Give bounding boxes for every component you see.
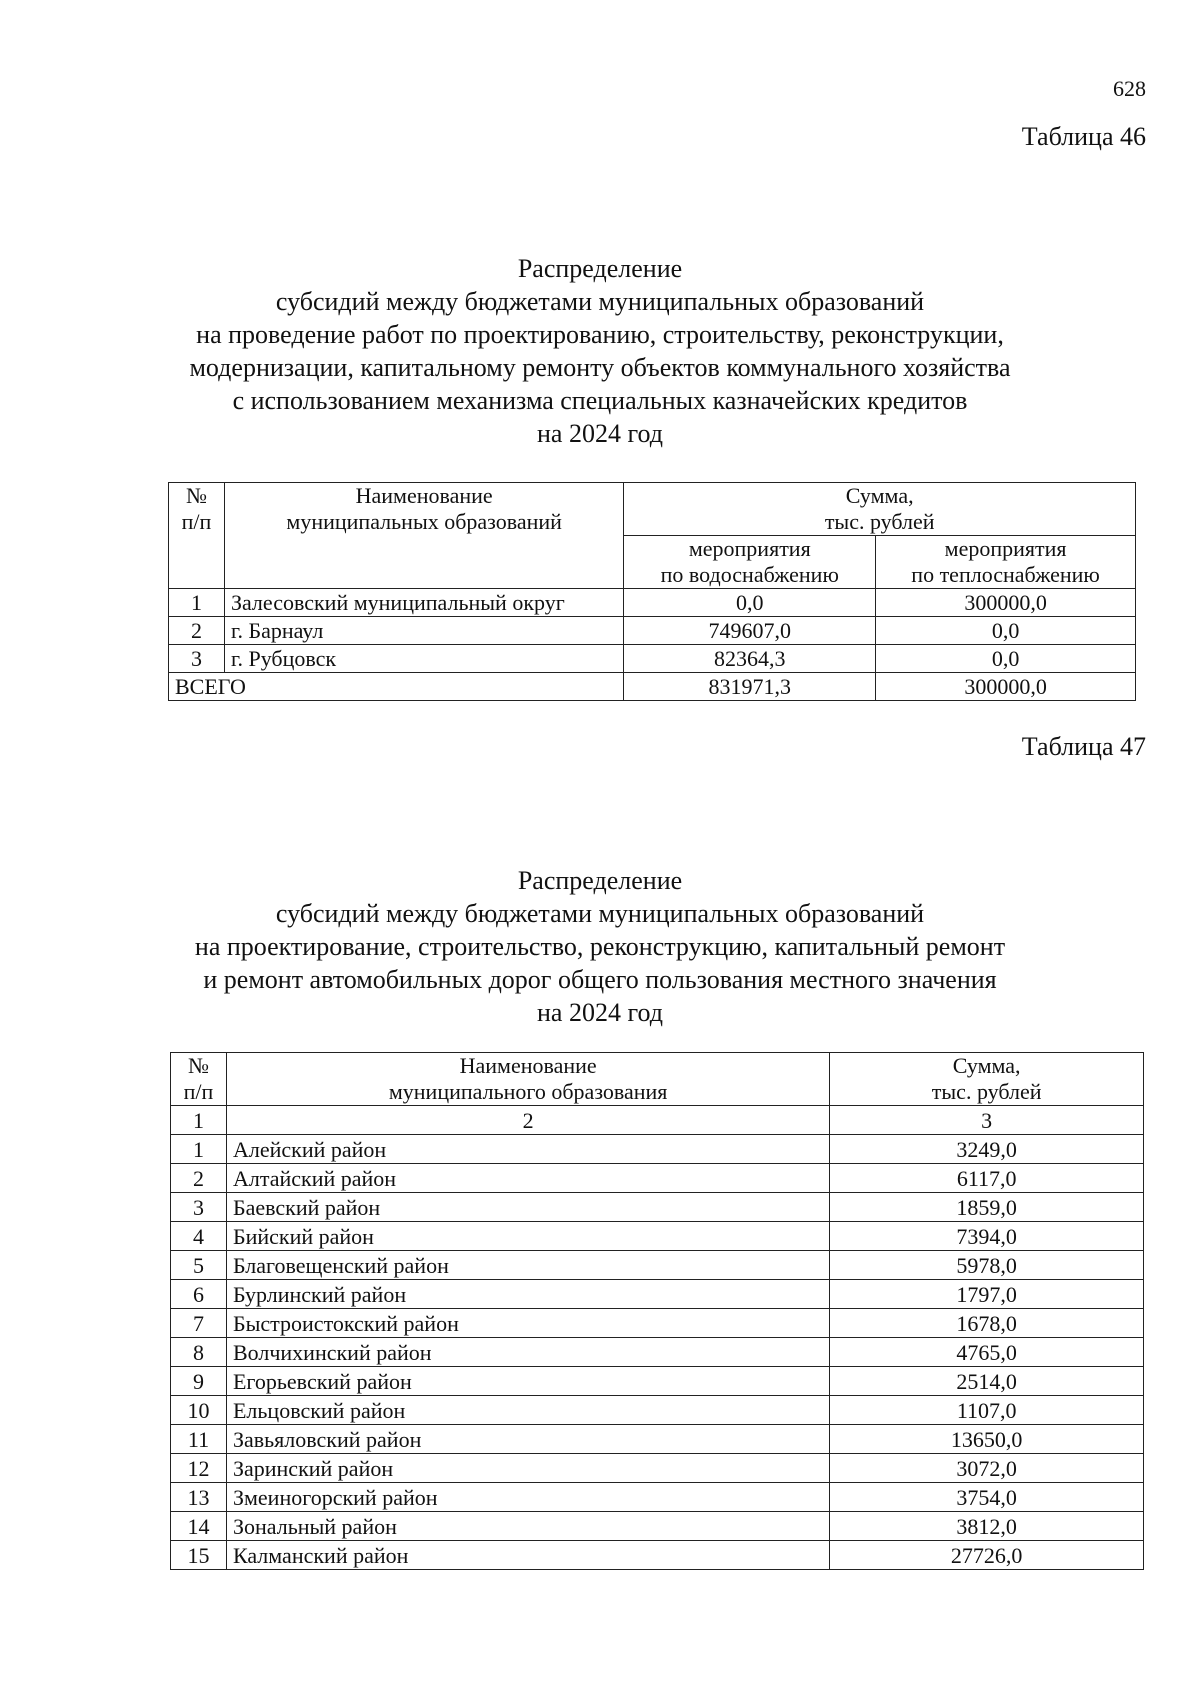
row-name: Егорьевский район [226, 1367, 829, 1396]
table-row [169, 645, 1136, 673]
row-sum: 3072,0 [830, 1454, 1144, 1483]
title-line: с использованием механизма специальных казначейских кредитов [232, 386, 968, 415]
column-number: 3 [830, 1106, 1144, 1135]
table-row [171, 1280, 1144, 1309]
row-sum: 3754,0 [830, 1483, 1144, 1512]
table-row [171, 1309, 1144, 1338]
row-num: 14 [171, 1512, 227, 1541]
row-sum: 2514,0 [830, 1367, 1144, 1396]
row-sum: 7394,0 [830, 1222, 1144, 1251]
title-line: на 2024 год [537, 419, 663, 448]
header-num: № п/п [169, 483, 225, 589]
title-line: на проектирование, строительство, реконструкцию, капитальный ремонт [194, 932, 1006, 961]
row-name: Алейский район [226, 1135, 829, 1164]
row-name: Залесовский муниципальный округ [224, 589, 623, 617]
title-line: на проведение работ по проектированию, строительству, реконструкции, [196, 320, 1004, 349]
row-name: Ельцовский район [226, 1396, 829, 1425]
table-47-label: Таблица 47 [1021, 732, 1146, 761]
row-num: 3 [171, 1193, 227, 1222]
title-line: модернизации, капитальному ремонту объектов коммунального хозяйства [189, 353, 1011, 382]
row-sum: 13650,0 [830, 1425, 1144, 1454]
table-row [171, 1135, 1144, 1164]
row-sum: 3249,0 [830, 1135, 1144, 1164]
row-name: Змеиногорский район [226, 1483, 829, 1512]
row-num: 1 [171, 1135, 227, 1164]
row-name: Калманский район [226, 1541, 829, 1570]
total-heat: 300000,0 [876, 673, 1136, 701]
total-row [169, 673, 1136, 701]
title-line: и ремонт автомобильных дорог общего пользования местного значения [203, 965, 997, 994]
row-num: 4 [171, 1222, 227, 1251]
total-label: ВСЕГО [169, 673, 624, 701]
table-47-title [150, 864, 1050, 1029]
row-name: г. Барнаул [224, 617, 623, 645]
column-number: 2 [226, 1106, 829, 1135]
row-num: 13 [171, 1483, 227, 1512]
title-line: Распределение [517, 866, 683, 895]
row-name: г. Рубцовск [224, 645, 623, 673]
table-47-body [171, 1135, 1144, 1570]
row-water: 0,0 [624, 589, 876, 617]
row-name: Волчихинский район [226, 1338, 829, 1367]
row-num: 2 [171, 1164, 227, 1193]
title-line: субсидий между бюджетами муниципальных образований [275, 899, 925, 928]
table-row [171, 1251, 1144, 1280]
row-name: Быстроистокский район [226, 1309, 829, 1338]
column-number-row [171, 1106, 1144, 1135]
row-num: 15 [171, 1541, 227, 1570]
row-sum: 1678,0 [830, 1309, 1144, 1338]
header-sum: Сумма, тыс. рублей [830, 1053, 1144, 1106]
header-name: Наименование муниципальных образований [224, 483, 623, 589]
row-heat: 0,0 [876, 645, 1136, 673]
title-line: субсидий между бюджетами муниципальных образований [275, 287, 925, 316]
row-num: 7 [171, 1309, 227, 1338]
row-name: Баевский район [226, 1193, 829, 1222]
header-name: Наименование муниципального образования [226, 1053, 829, 1106]
row-num: 9 [171, 1367, 227, 1396]
row-name: Благовещенский район [226, 1251, 829, 1280]
row-num: 10 [171, 1396, 227, 1425]
row-num: 11 [171, 1425, 227, 1454]
table-row [171, 1396, 1144, 1425]
row-num: 12 [171, 1454, 227, 1483]
table-row [171, 1222, 1144, 1251]
header-sum: Сумма, тыс. рублей [624, 483, 1136, 536]
row-name: Алтайский район [226, 1164, 829, 1193]
table-46 [168, 482, 1136, 701]
title-line: на 2024 год [537, 998, 663, 1027]
row-num: 8 [171, 1338, 227, 1367]
table-row [171, 1541, 1144, 1570]
table-row [171, 1425, 1144, 1454]
row-name: Завьяловский район [226, 1425, 829, 1454]
table-row [171, 1483, 1144, 1512]
table-row [171, 1512, 1144, 1541]
row-water: 82364,3 [624, 645, 876, 673]
header-heat: мероприятия по теплоснабжению [876, 536, 1136, 589]
row-name: Бийский район [226, 1222, 829, 1251]
row-sum: 27726,0 [830, 1541, 1144, 1570]
table-row [171, 1193, 1144, 1222]
row-sum: 1107,0 [830, 1396, 1144, 1425]
column-number: 1 [171, 1106, 227, 1135]
header-num: № п/п [171, 1053, 227, 1106]
row-sum: 1797,0 [830, 1280, 1144, 1309]
row-sum: 5978,0 [830, 1251, 1144, 1280]
table-row [171, 1367, 1144, 1396]
row-num: 1 [169, 589, 225, 617]
row-num: 3 [169, 645, 225, 673]
row-num: 2 [169, 617, 225, 645]
table-47 [170, 1052, 1144, 1570]
row-name: Бурлинский район [226, 1280, 829, 1309]
row-sum: 3812,0 [830, 1512, 1144, 1541]
header-water: мероприятия по водоснабжению [624, 536, 876, 589]
table-row [169, 589, 1136, 617]
table-row [171, 1164, 1144, 1193]
row-num: 5 [171, 1251, 227, 1280]
table-row [171, 1338, 1144, 1367]
page-number: 628 [1113, 76, 1146, 101]
table-row [171, 1454, 1144, 1483]
row-sum: 1859,0 [830, 1193, 1144, 1222]
row-name: Зональный район [226, 1512, 829, 1541]
total-water: 831971,3 [624, 673, 876, 701]
row-heat: 300000,0 [876, 589, 1136, 617]
title-line: Распределение [517, 254, 683, 283]
row-name: Заринский район [226, 1454, 829, 1483]
table-46-label: Таблица 46 [1021, 122, 1146, 151]
row-sum: 4765,0 [830, 1338, 1144, 1367]
table-row [169, 617, 1136, 645]
row-heat: 0,0 [876, 617, 1136, 645]
table-46-title [150, 252, 1050, 450]
row-water: 749607,0 [624, 617, 876, 645]
row-num: 6 [171, 1280, 227, 1309]
row-sum: 6117,0 [830, 1164, 1144, 1193]
